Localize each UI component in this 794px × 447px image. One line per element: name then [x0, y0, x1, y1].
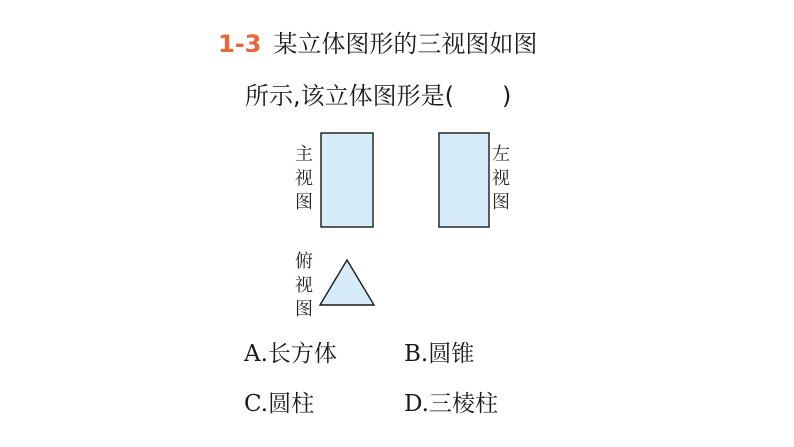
top-view-label-char: 视	[295, 275, 313, 296]
question-text-2: 所示,该立体图形是( )	[245, 82, 512, 110]
option-d[interactable]	[404, 390, 498, 418]
option-d-letter: D.	[404, 391, 429, 417]
option-b[interactable]	[404, 340, 474, 368]
left-view-label	[491, 143, 511, 215]
option-a[interactable]	[244, 340, 337, 368]
question-line-2	[245, 81, 511, 111]
option-c-letter: C.	[244, 391, 269, 417]
left-view-label-char: 图	[492, 192, 510, 213]
option-b-text: 圆锥	[428, 341, 475, 367]
question-line-1	[218, 29, 537, 59]
top-view-label-char: 俯	[295, 251, 313, 272]
left-view-label-char: 左	[492, 144, 510, 165]
option-c-text: 圆柱	[268, 391, 315, 417]
front-view-rectangle	[320, 132, 374, 228]
question-number: 1-3	[218, 30, 262, 58]
option-b-letter: B.	[404, 341, 429, 367]
top-view-label-char: 图	[295, 299, 313, 320]
front-view-label	[294, 143, 314, 215]
left-view-label-char: 视	[492, 168, 510, 189]
front-view-label-char: 图	[295, 192, 313, 213]
front-view-label-char: 主	[295, 144, 313, 165]
left-view-rectangle	[438, 132, 490, 228]
option-c[interactable]	[244, 390, 314, 418]
question-text-1: 某立体图形的三视图如图	[273, 30, 538, 58]
top-view-triangle	[318, 258, 376, 308]
option-a-letter: A.	[244, 341, 268, 367]
option-d-text: 三棱柱	[428, 391, 498, 417]
top-view-label	[294, 250, 314, 322]
front-view-label-char: 视	[295, 168, 313, 189]
option-a-text: 长方体	[267, 341, 337, 367]
